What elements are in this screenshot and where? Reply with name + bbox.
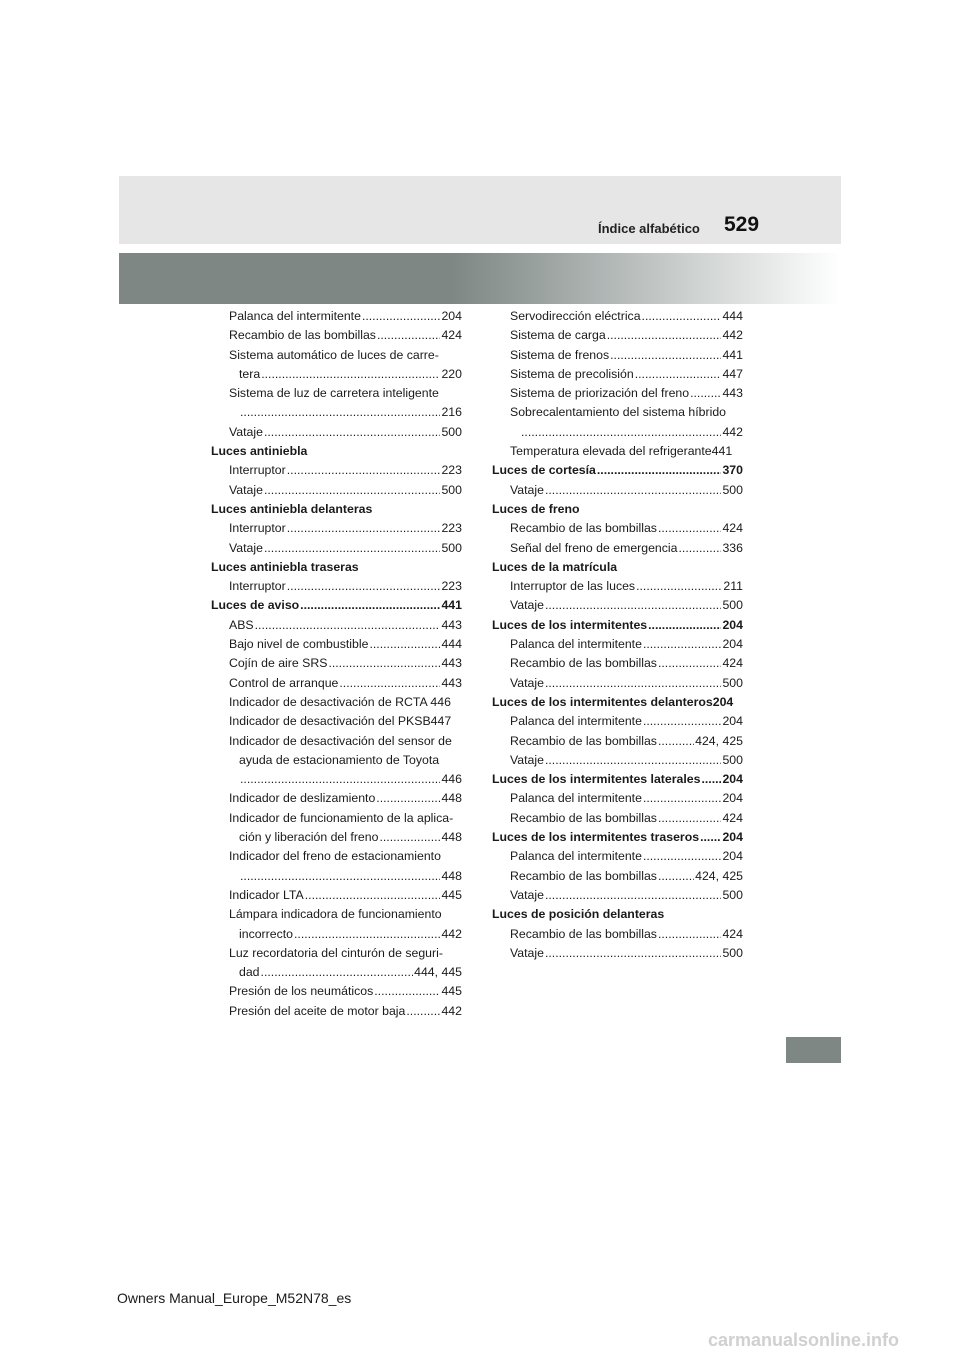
entry-page-number: 500 xyxy=(441,482,462,497)
index-entry xyxy=(492,346,743,365)
entry-page-number: 204 xyxy=(722,772,743,787)
entry-page-number: 448 xyxy=(441,830,462,845)
entry-page-number: 424, 425 xyxy=(695,733,743,748)
dot-leader xyxy=(261,365,440,384)
index-entry xyxy=(211,867,462,886)
entry-page-number: 223 xyxy=(441,521,462,536)
entry-page-number: 500 xyxy=(722,598,743,613)
entry-page-number: 500 xyxy=(441,424,462,439)
entry-text: Luces de los intermitentes laterales xyxy=(492,772,701,787)
dot-leader xyxy=(376,789,440,808)
watermark: carmanualsonline.info xyxy=(708,1330,900,1350)
entry-text: incorrecto xyxy=(239,926,293,941)
entry-text: Recambio de las bombillas xyxy=(510,733,657,748)
entry-text: Servodirección eléctrica xyxy=(510,309,641,323)
index-heading: Luces de la matrícula xyxy=(492,559,618,574)
entry-text: Interruptor xyxy=(229,521,286,536)
entry-text: Luces de los intermitentes xyxy=(492,617,648,632)
section-tab-marker xyxy=(786,1037,841,1063)
dot-leader xyxy=(658,654,722,673)
entry-page-number: 370 xyxy=(722,463,743,478)
dot-leader xyxy=(597,461,722,480)
page-number: 529 xyxy=(724,213,760,236)
entry-page-number: 443 xyxy=(722,386,743,401)
entry-page-number: 424, 425 xyxy=(695,868,743,883)
index-entry xyxy=(211,326,462,345)
entry-text: Interruptor de las luces xyxy=(510,579,636,594)
entry-page-number: 446 xyxy=(441,772,462,787)
entry-page-number: 500 xyxy=(441,540,462,555)
index-entry xyxy=(492,307,743,326)
index-entry: Indicador del freno de estacionamiento xyxy=(229,849,441,864)
entry-text: dad xyxy=(239,965,260,980)
index-entry xyxy=(211,1002,462,1021)
dot-leader xyxy=(648,616,721,635)
index-entry xyxy=(211,365,462,384)
index-entry xyxy=(211,539,462,558)
entry-text: Sistema de frenos xyxy=(510,347,610,362)
entry-text: Bajo nivel de combustible xyxy=(229,637,369,652)
index-entry xyxy=(211,982,462,1001)
entry-text: Vataje xyxy=(510,887,544,902)
dot-leader xyxy=(545,481,722,500)
dot-leader xyxy=(643,847,722,866)
index-heading xyxy=(492,616,743,635)
footer-manual-id: Owners Manual_Europe_M52N78_es xyxy=(117,1290,352,1306)
dot-leader xyxy=(374,982,440,1001)
dot-leader xyxy=(636,577,722,596)
index-entry: Indicador de desactivación del PKSB447 xyxy=(229,714,452,729)
index-entry xyxy=(492,944,743,963)
index-entry xyxy=(211,925,462,944)
index-column-right xyxy=(492,307,743,963)
entry-page-number: 441 xyxy=(722,347,743,362)
dot-leader xyxy=(545,886,722,905)
entry-page-number: 424 xyxy=(722,810,743,825)
dot-leader xyxy=(264,539,441,558)
index-entry xyxy=(211,828,462,847)
dot-leader xyxy=(643,635,722,654)
entry-page-number: 500 xyxy=(722,482,743,497)
index-entry: Indicador de desactivación de RCTA 446 xyxy=(229,694,451,709)
entry-text: Sistema de priorización del freno xyxy=(510,386,690,401)
index-entry xyxy=(492,326,743,345)
entry-page-number: 424 xyxy=(722,926,743,941)
entry-page-number: 441 xyxy=(441,598,462,613)
entry-text: Indicador LTA xyxy=(229,887,304,902)
entry-page-number: 448 xyxy=(441,791,462,806)
index-entry xyxy=(211,461,462,480)
dot-leader xyxy=(658,519,722,538)
index-entry xyxy=(492,596,743,615)
index-column-left xyxy=(211,307,462,1021)
dot-leader xyxy=(328,654,440,673)
index-entry: Lámpara indicadora de funcionamiento xyxy=(229,907,442,922)
dot-leader xyxy=(377,326,441,345)
index-entry xyxy=(492,751,743,770)
entry-text: Palanca del intermitente xyxy=(229,309,361,323)
dot-leader xyxy=(658,867,694,886)
index-entry xyxy=(211,423,462,442)
dot-leader xyxy=(635,365,722,384)
entry-text: tera xyxy=(239,366,261,381)
index-entry xyxy=(211,963,462,982)
dot-leader xyxy=(287,577,441,596)
entry-text: Luces de aviso xyxy=(211,598,300,613)
entry-page-number: 204 xyxy=(441,309,462,323)
entry-text: Vataje xyxy=(229,482,263,497)
entry-page-number: 424 xyxy=(722,521,743,536)
entry-page-number: 500 xyxy=(722,887,743,902)
dot-leader xyxy=(545,596,722,615)
index-entry xyxy=(492,481,743,500)
index-entry xyxy=(492,925,743,944)
dot-leader xyxy=(264,423,441,442)
section-title: Índice alfabético xyxy=(598,221,700,236)
dot-leader xyxy=(642,307,722,326)
dot-leader xyxy=(261,963,414,982)
entry-page-number: 444 xyxy=(722,309,743,323)
dot-leader xyxy=(701,770,721,789)
index-heading: Luces de posición delanteras xyxy=(492,907,665,922)
dot-leader xyxy=(287,519,441,538)
index-entry: Luz recordatoria del cinturón de seguri- xyxy=(229,945,443,960)
dot-leader xyxy=(339,674,440,693)
entry-text: Vataje xyxy=(510,482,544,497)
index-entry xyxy=(492,384,743,403)
entry-page-number: 204 xyxy=(722,714,743,729)
entry-page-number: 223 xyxy=(441,579,462,594)
entry-text: ción y liberación del freno xyxy=(239,830,379,845)
entry-page-number: 500 xyxy=(722,675,743,690)
entry-page-number: 442 xyxy=(441,1003,462,1018)
dot-leader xyxy=(607,326,722,345)
index-entry xyxy=(211,307,462,326)
entry-page-number: 445 xyxy=(441,984,462,999)
index-heading: Luces antiniebla traseras xyxy=(211,559,359,574)
dot-leader xyxy=(294,925,440,944)
entry-page-number: 424 xyxy=(722,656,743,671)
entry-page-number: 443 xyxy=(441,675,462,690)
index-entry xyxy=(492,809,743,828)
index-entry: Sistema de luz de carretera inteligente xyxy=(229,386,439,401)
index-entry: Sobrecalentamiento del sistema híbrido xyxy=(510,405,727,420)
index-entry xyxy=(211,770,462,789)
entry-page-number: 223 xyxy=(441,463,462,478)
entry-text: Recambio de las bombillas xyxy=(510,521,657,536)
entry-text: Presión del aceite de motor baja xyxy=(229,1003,406,1018)
index-entry xyxy=(492,886,743,905)
entry-text: Recambio de las bombillas xyxy=(510,656,657,671)
dot-leader xyxy=(658,809,722,828)
index-entry xyxy=(492,539,743,558)
dot-leader xyxy=(264,481,441,500)
dot-leader xyxy=(700,828,721,847)
index-entry xyxy=(492,365,743,384)
index-entry: Indicador de desactivación del sensor de xyxy=(229,733,452,748)
entry-text: Recambio de las bombillas xyxy=(510,868,657,883)
entry-page-number: 444, 445 xyxy=(414,965,462,980)
index-heading xyxy=(492,461,743,480)
entry-text: Vataje xyxy=(510,752,544,767)
entry-page-number: 211 xyxy=(723,579,743,594)
index-entry xyxy=(211,519,462,538)
entry-text: Luces de los intermitentes traseros xyxy=(492,830,700,845)
index-entry: ayuda de estacionamiento de Toyota xyxy=(239,752,440,767)
entry-text: Palanca del intermitente xyxy=(510,637,642,652)
index-heading xyxy=(492,828,743,847)
entry-text: Vataje xyxy=(510,945,544,960)
entry-text: Vataje xyxy=(229,424,263,439)
dot-leader xyxy=(690,384,721,403)
dot-leader xyxy=(287,461,441,480)
entry-text: Interruptor xyxy=(229,463,286,478)
header-gradient-bar xyxy=(119,253,841,304)
entry-text: Sistema de precolisión xyxy=(510,366,634,381)
entry-page-number: 204 xyxy=(722,791,743,806)
entry-text: ABS xyxy=(229,617,254,632)
entry-text: Palanca del intermitente xyxy=(510,714,642,729)
index-heading xyxy=(492,770,743,789)
entry-page-number: 442 xyxy=(722,424,743,439)
index-entry: Sistema automático de luces de carre- xyxy=(229,347,439,362)
entry-text: Señal del freno de emergencia xyxy=(510,540,678,555)
index-entry xyxy=(492,847,743,866)
entry-page-number: 204 xyxy=(722,830,743,845)
dot-leader xyxy=(658,732,694,751)
entry-page-number: 204 xyxy=(722,849,743,864)
index-entry xyxy=(492,732,743,751)
entry-text: Indicador de deslizamiento xyxy=(229,791,376,806)
dot-leader xyxy=(255,616,441,635)
entry-page-number: 445 xyxy=(441,887,462,902)
dot-leader xyxy=(521,423,721,442)
entry-page-number: 204 xyxy=(722,617,743,632)
dot-leader xyxy=(545,944,722,963)
entry-text: Palanca del intermitente xyxy=(510,849,642,864)
entry-text: Recambio de las bombillas xyxy=(510,810,657,825)
entry-text: Vataje xyxy=(510,598,544,613)
entry-text: Presión de los neumáticos xyxy=(229,984,374,999)
index-entry xyxy=(211,635,462,654)
dot-leader xyxy=(369,635,440,654)
entry-page-number: 442 xyxy=(722,328,743,343)
index-entry xyxy=(211,674,462,693)
dot-leader xyxy=(658,925,722,944)
entry-page-number: 500 xyxy=(722,752,743,767)
entry-page-number: 500 xyxy=(722,945,743,960)
index-entry xyxy=(492,519,743,538)
index-heading: Luces antiniebla xyxy=(211,444,308,459)
entry-page-number: 424 xyxy=(441,328,462,343)
entry-page-number: 444 xyxy=(441,637,462,652)
entry-text: Cojín de aire SRS xyxy=(229,656,328,671)
index-heading: Luces de freno xyxy=(492,501,580,516)
dot-leader xyxy=(240,770,440,789)
entry-page-number: 336 xyxy=(722,540,743,555)
dot-leader xyxy=(610,346,721,365)
index-entry xyxy=(211,577,462,596)
index-entry xyxy=(211,616,462,635)
entry-text: Interruptor xyxy=(229,579,286,594)
dot-leader xyxy=(362,307,441,326)
dot-leader xyxy=(240,867,440,886)
index-entry xyxy=(492,654,743,673)
dot-leader xyxy=(545,674,722,693)
index-entry xyxy=(211,886,462,905)
dot-leader xyxy=(545,751,722,770)
entry-text: Recambio de las bombillas xyxy=(229,328,376,343)
index-heading: Luces de los intermitentes delanteros204 xyxy=(492,694,734,709)
index-heading: Luces antiniebla delanteras xyxy=(211,501,373,516)
index-entry xyxy=(492,635,743,654)
index-entry xyxy=(211,481,462,500)
index-heading xyxy=(211,596,462,615)
dot-leader xyxy=(379,828,440,847)
index-entry: Temperatura elevada del refrigerante441 xyxy=(510,444,733,459)
entry-text: Vataje xyxy=(229,540,263,555)
entry-text: Luces de cortesía xyxy=(492,463,596,478)
index-entry xyxy=(492,789,743,808)
entry-page-number: 443 xyxy=(441,617,462,632)
entry-page-number: 442 xyxy=(441,926,462,941)
dot-leader xyxy=(643,789,722,808)
dot-leader xyxy=(300,596,440,615)
entry-text: Recambio de las bombillas xyxy=(510,926,657,941)
index-entry: Indicador de funcionamiento de la aplica- xyxy=(229,810,454,825)
dot-leader xyxy=(406,1002,440,1021)
index-entry xyxy=(492,867,743,886)
index-entry xyxy=(211,789,462,808)
index-entry xyxy=(211,403,462,422)
index-entry xyxy=(492,674,743,693)
dot-leader xyxy=(643,712,722,731)
entry-text: Vataje xyxy=(510,675,544,690)
entry-text: Control de arranque xyxy=(229,675,339,690)
entry-page-number: 220 xyxy=(441,366,462,381)
dot-leader xyxy=(240,403,440,422)
entry-page-number: 204 xyxy=(722,637,743,652)
entry-page-number: 443 xyxy=(441,656,462,671)
entry-page-number: 447 xyxy=(722,366,743,381)
index-entry xyxy=(211,654,462,673)
index-entry xyxy=(492,712,743,731)
entry-text: Sistema de carga xyxy=(510,328,606,343)
entry-page-number: 216 xyxy=(441,405,462,420)
index-entry xyxy=(492,423,743,442)
dot-leader xyxy=(679,539,722,558)
index-entry xyxy=(492,577,743,596)
entry-text: Palanca del intermitente xyxy=(510,791,642,806)
dot-leader xyxy=(305,886,441,905)
entry-page-number: 448 xyxy=(441,868,462,883)
